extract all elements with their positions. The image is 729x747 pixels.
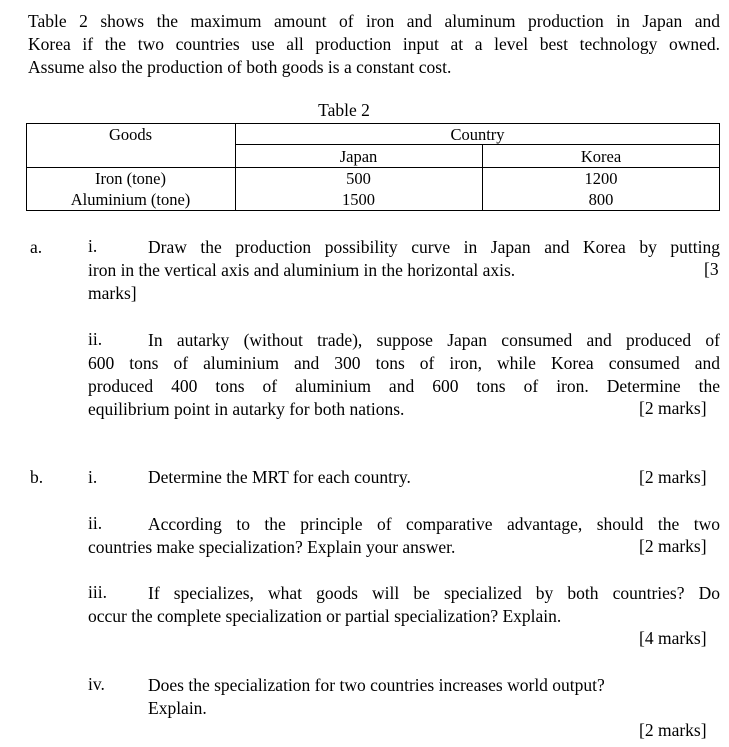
header-country: Country: [450, 125, 505, 144]
part-b-q4-line-1: Does the specialization for two countries increases world output?: [148, 675, 605, 695]
part-a-q2-number: ii.: [88, 329, 103, 349]
part-b-q3-line-2: occur the complete specialization or partial specialization? Explain.: [88, 606, 562, 626]
part-b-q4-line-2: Explain.: [148, 698, 207, 718]
part-a-q2: [88, 329, 720, 421]
part-a-q2-line-1: In autarky (without trade), suppose Japan consumed and produced of: [148, 330, 720, 350]
row-aluminium-japan: 1500: [342, 190, 375, 209]
part-a-q1-marks: [3: [704, 259, 719, 279]
part-b-q3-marks: [4 marks]: [639, 628, 707, 648]
header-goods: Goods: [108, 125, 153, 144]
row-iron-korea: 1200: [584, 169, 618, 188]
table-caption: Table 2: [318, 100, 370, 120]
part-b-q4-number: iv.: [88, 674, 105, 694]
part-a-label: a.: [30, 237, 43, 257]
intro-line-2: Korea if the two countries use all production input at a level best technology owned.: [28, 34, 720, 54]
part-b-q3: [88, 582, 720, 628]
row-iron-good: Iron (tone): [94, 169, 166, 188]
part-a-q1-line-1: Draw the production possibility curve in Japan and Korea by putting: [148, 237, 720, 257]
part-a-q2-line-4: equilibrium point in autarky for both nations.: [88, 399, 405, 419]
part-a-q2-marks: [2 marks]: [639, 398, 707, 418]
part-b-q2-number: ii.: [88, 513, 103, 533]
part-b-q2-line-2: countries make specialization? Explain your answer.: [88, 537, 456, 557]
table-border-bottom: [26, 210, 720, 211]
part-b-q2-marks: [2 marks]: [639, 536, 707, 556]
part-b-q2: [88, 513, 720, 559]
part-a-q1-number: i.: [88, 236, 98, 256]
data-table: [26, 123, 720, 211]
part-b-q1-marks: [2 marks]: [639, 467, 707, 487]
intro-line-1: Table 2 shows the maximum amount of iron and aluminum production in Japan and: [28, 11, 720, 31]
intro-line-3: Assume also the production of both goods is a constant cost.: [28, 57, 452, 77]
part-b-q3-number: iii.: [88, 582, 107, 602]
part-a-q1-line-3: marks]: [88, 283, 137, 303]
row-aluminium-korea: 800: [588, 190, 614, 209]
part-b-q3-line-1: If specializes, what goods will be specialized by both countries? Do: [148, 583, 720, 603]
part-a-q2-line-3: produced 400 tons of aluminium and 600 tons of iron. Determine the: [88, 376, 720, 396]
part-a-q1-line-2: iron in the vertical axis and aluminium in the horizontal axis.: [88, 260, 516, 280]
row-iron-japan: 500: [346, 169, 371, 188]
header-korea: Korea: [580, 147, 622, 166]
part-b-q4: [148, 674, 720, 720]
part-a-q2-line-2: 600 tons of aluminium and 300 tons of iron, while Korea consumed and: [88, 353, 720, 373]
part-a-q1: [88, 236, 720, 305]
part-b-q1-number: i.: [88, 467, 98, 487]
row-aluminium-good: Aluminium (tone): [70, 190, 191, 209]
header-japan: Japan: [339, 147, 378, 166]
part-b-q2-line-1: According to the principle of comparative advantage, should the two: [148, 514, 720, 534]
part-b-q1-text: Determine the MRT for each country.: [148, 467, 411, 487]
part-b-q4-marks: [2 marks]: [639, 720, 707, 740]
part-b-label: b.: [30, 467, 44, 487]
intro-paragraph: [28, 10, 720, 79]
